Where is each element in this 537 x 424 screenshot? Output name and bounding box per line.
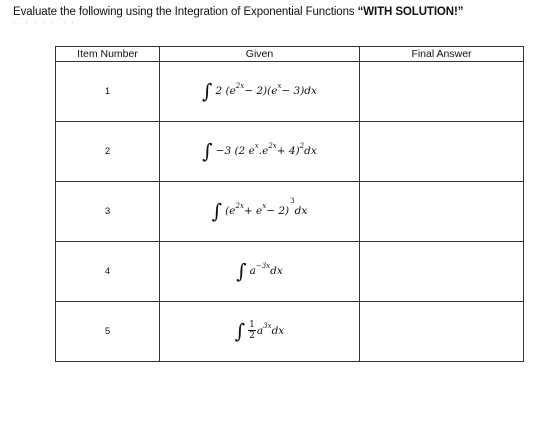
faded-scribble: ·˙ · · · · ˙· · [13,19,76,26]
table-row [56,302,524,362]
exponent: 2x [235,81,245,90]
item-number: 2 [56,122,160,182]
exponent: 3x [263,321,272,330]
expr-part: dx [271,324,285,337]
table-row [56,182,524,242]
integral-sign-icon: ∫ [236,258,247,283]
exponent: 2 [299,141,305,150]
fraction-numerator: 1 [249,320,255,331]
integral-sign-icon: ∫ [202,138,213,163]
given-expression [160,182,360,242]
fraction [248,320,256,341]
given-expression [160,122,360,182]
exponent: 3 [290,196,295,205]
instructions-text: Evaluate the following using the Integration of Exponential Functions [13,6,358,18]
header-row [56,47,524,62]
instructions-emphasis: “WITH SOLUTION!” [357,6,464,18]
expr-part: − 2)(e [244,84,278,97]
exponent: −3x [255,261,271,270]
expr-part: dx [270,264,283,277]
final-answer-cell[interactable] [360,182,524,242]
given-expression [160,302,360,362]
header-final-answer: Final Answer [360,47,524,62]
exponent: 2x [268,141,277,150]
exponent: 2x [235,201,244,210]
final-answer-cell[interactable] [360,62,524,122]
integral-sign-icon: ∫ [234,318,246,343]
expr-part: dx [304,144,317,157]
item-number: 3 [56,182,160,242]
given-expression [160,242,360,302]
table-row [56,242,524,302]
expr-part: − 3)dx [281,84,317,97]
header-given: Given [160,47,360,62]
expr-part: + e [243,204,263,217]
expr-part: .e [258,144,269,157]
integral-sign-icon: ∫ [211,198,223,223]
exponent: x [277,81,282,90]
table-row [56,62,524,122]
fraction-denominator: 2 [249,331,255,342]
table-row [56,122,524,182]
expr-part: + 4) [276,144,300,157]
expr-part: − 2) [266,204,290,217]
exponent: x [262,201,267,210]
expr-part: dx [294,204,308,217]
header-item-number: Item Number [56,47,160,62]
integral-sign-icon: ∫ [202,78,213,103]
expr-part: 2 (e [215,84,236,97]
item-number: 5 [56,302,160,362]
given-expression [160,62,360,122]
instructions [13,6,463,18]
expr-part: (e [225,204,236,217]
exponent: x [254,141,259,150]
final-answer-cell[interactable] [360,122,524,182]
item-number: 1 [56,62,160,122]
expr-part: −3 (2 e [215,144,255,157]
item-number: 4 [56,242,160,302]
final-answer-cell[interactable] [360,242,524,302]
exercise-table [55,46,524,362]
final-answer-cell[interactable] [360,302,524,362]
expr-part: a [249,264,256,277]
expr-part: a [256,324,264,337]
